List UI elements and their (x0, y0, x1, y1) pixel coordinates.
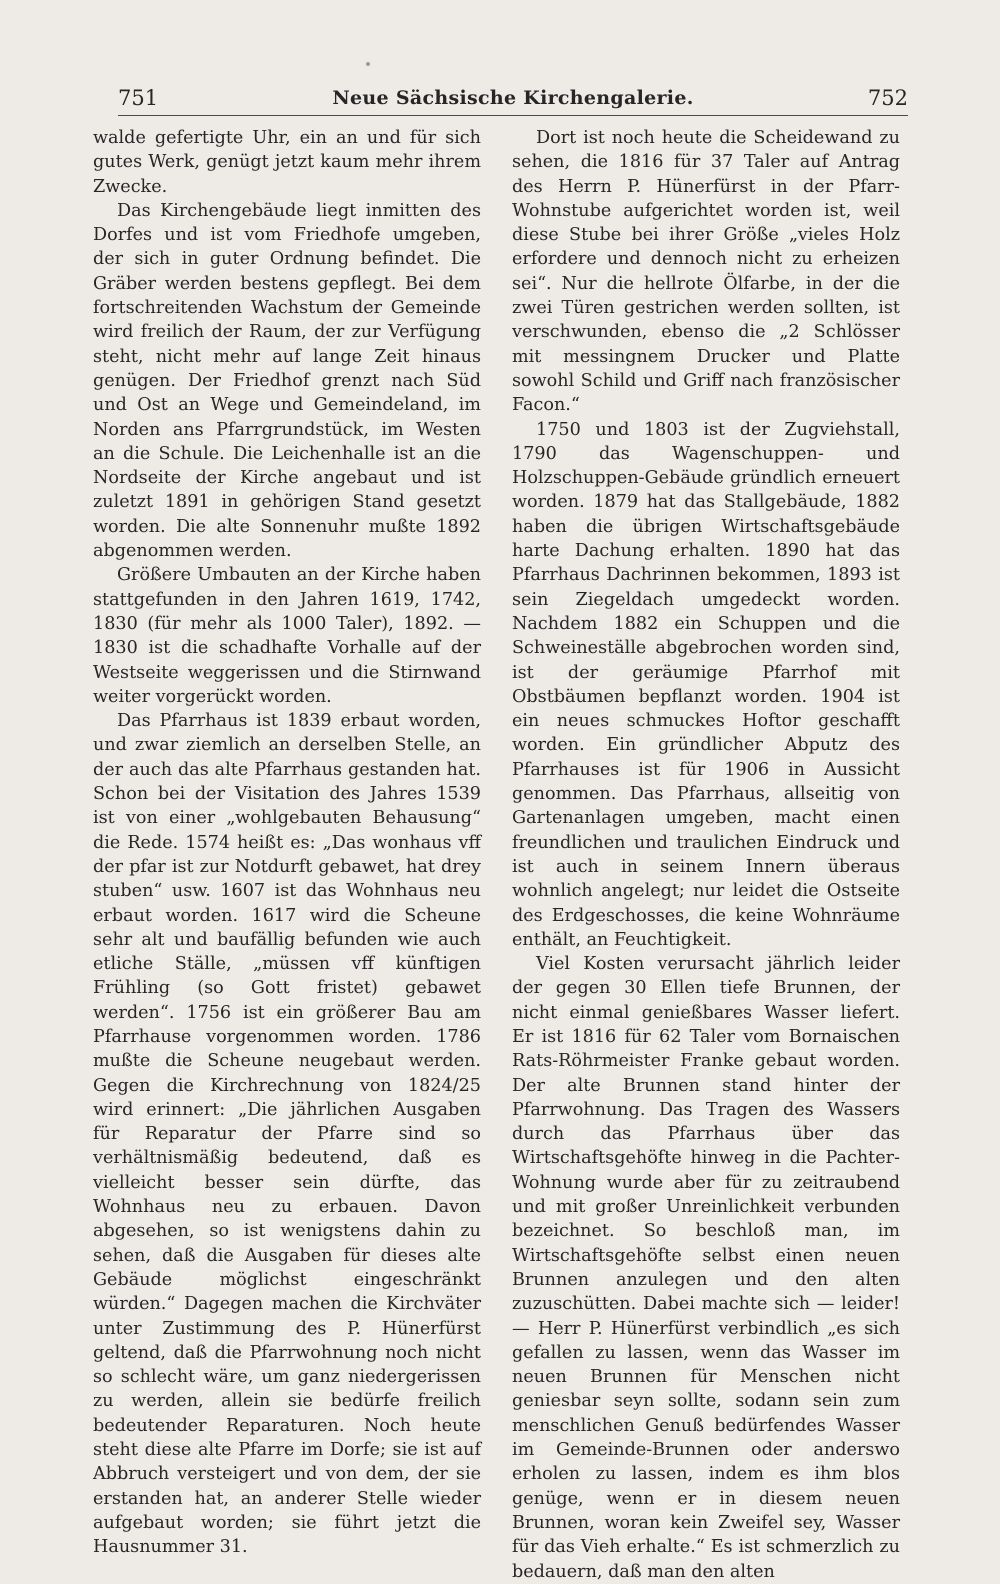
paragraph: 1750 und 1803 ist der Zugviehstall, 1790 das Wagenschuppen- und Holzschuppen-Gebäude gründlich erneuert worden. 1879 hat das Stallgebäude, 1882 haben die übrigen Wirtschaftsgebäude harte Dachung erhalten. 1890 hat das Pfarrhaus Dachrinnen bekommen, 1893 ist sein Ziegeldach umgedeckt worden. Nachdem 1882 ein Schuppen und die Schweineställe abgebrochen worden sind, ist der geräumige Pfarrhof mit Obstbäumen bepflanzt worden. 1904 ist ein neues schmuckes Hoftor geschafft worden. Ein gründlicher Abputz des Pfarrhauses ist für 1906 in Aussicht genommen. Das Pfarrhaus, allseitig von Gartenanlagen umgeben, macht einen freundlichen und traulichen Eindruck und ist auch in seinem Innern überaus wohnlich angelegt; nur leidet die Ostseite des Erdgeschosses, die keine Wohnräume enthält, an Feuchtigkeit. (512, 419, 900, 950)
paragraph: Das Kirchengebäude liegt inmitten des Dorfes und ist vom Friedhofe umgeben, der sich in guter Ordnung befindet. Die Gräber werden bestens gepflegt. Bei dem fortschreitenden Wachstum der Gemeinde wird freilich der Raum, der zur Verfügung steht, nicht mehr auf lange Zeit hinaus genügen. Der Friedhof grenzt nach Süd und Ost an Wege und Gemeindeland, im Norden ans Pfarrgrundstück, im Westen an die Schule. Die Leichenhalle ist an die Nordseite der Kirche angebaut und ist zuletzt 1891 in gehörigen Stand gesetzt worden. Die alte Sonnenuhr mußte 1892 abgenommen werden. (93, 200, 481, 562)
header-rule (118, 115, 908, 116)
left-column (93, 126, 481, 1558)
paragraph: walde gefertigte Uhr, ein an und für sich gutes Werk, genügt jetzt kaum mehr ihrem Zwecke. (93, 128, 481, 197)
paragraph: Größere Umbauten an der Kirche haben stattgefunden in den Jahren 1619, 1742, 1830 (für mehr als 1000 Taler), 1892. — 1830 ist die schadhafte Vorhalle auf der Westseite weggerissen und die Stirnwand weiter vorgerückt worden. (93, 565, 481, 707)
right-column (512, 126, 900, 1582)
paragraph: Viel Kosten verursacht jährlich leider der gegen 30 Ellen tiefe Brunnen, der nicht einmal genießbares Wasser liefert. Er ist 1816 für 62 Taler vom Bornaischen Rats-Röhrmeister Franke gebaut worden. Der alte Brunnen stand hinter der Pfarrwohnung. Das Tragen des Wassers durch das Pfarrhaus über das Wirtschaftsgehöfte hinweg in die Pachter-Wohnung wurde aber für zu zeitraubend und mit großer Unreinlichkeit verbunden bezeichnet. So beschloß man, im Wirtschaftsgehöfte selbst einen neuen Brunnen anzulegen und den alten zuzuschütten. Dabei machte sich — leider! — Herr P. Hünerfürst verbindlich „es sich gefallen zu lassen, wenn das Wasser im neuen Brunnen für Menschen nicht geniesbar seyn sollte, sodann sein zum menschlichen Genuß bedürfendes Wasser im Gemeinde-Brunnen oder anderswo erholen zu lassen, indem es ihm blos genüge, wenn er in diesem neuen Brunnen, woran kein Zweifel sey, Wasser für das Vieh erhalte.“ Es ist schmerzlich zu bedauern, daß man den alten (512, 954, 900, 1582)
running-title: Neue Sächsische Kirchengalerie. (332, 87, 694, 109)
page-number-left: 751 (118, 86, 159, 110)
page-speck (366, 62, 370, 66)
running-header (118, 86, 908, 116)
page-number-right: 752 (867, 86, 908, 110)
paragraph: Das Pfarrhaus ist 1839 erbaut worden, und zwar ziemlich an derselben Stelle, an der auch das alte Pfarrhaus gestanden hat. Schon bei der Visitation des Jahres 1539 ist von einer „wohlgebauten Behausung“ die Rede. 1574 heißt es: „Das wonhaus vff der pfar ist zur Notdurft gebawet, hat drey stuben“ usw. 1607 ist das Wohnhaus neu erbaut worden. 1617 wird die Scheune sehr alt und baufällig befunden wie auch etliche Ställe, „müssen vff künftigen Frühling (so Gott fristet) gebawet werden“. 1756 ist ein größerer Bau am Pfarrhause vorgenommen worden. 1786 mußte die Scheune neugebaut werden. Gegen die Kirchrechnung von 1824/25 wird erinnert: „Die jährlichen Ausgaben für Reparatur der Pfarre sind so verhältnismäßig bedeutend, daß es vielleicht besser sein dürfte, das Wohnhaus neu zu erbauen. Davon abgesehen, so ist wenigstens dahin zu sehen, daß die Ausgaben für dieses alte Gebäude möglichst eingeschränkt würden.“ Dagegen machen die Kirchväter unter Zustimmung des P. Hünerfürst geltend, daß die Pfarrwohnung noch nicht so schlecht wäre, um ganz niedergerissen zu werden, allein sie bedürfe freilich bedeutender Reparaturen. Noch heute steht diese alte Pfarre im Dorfe; sie ist auf Abbruch versteigert und von dem, der sie erstanden hat, an anderer Stelle wieder aufgebaut worden; sie führt jetzt die Hausnummer 31. (93, 711, 481, 1558)
paragraph: Dort ist noch heute die Scheidewand zu sehen, die 1816 für 37 Taler auf Antrag des Herrn P. Hünerfürst in der Pfarr-Wohnstube aufgerichtet worden ist, weil diese Stube bei ihrer Größe „vieles Holz erfordere und dennoch nicht zu erheizen sei“. Nur die hellrote Ölfarbe, in der die zwei Türen gestrichen werden sollten, ist verschwunden, ebenso die „2 Schlösser mit messingnem Drucker und Platte sowohl Schild und Griff nach französischer Facon.“ (512, 128, 900, 416)
